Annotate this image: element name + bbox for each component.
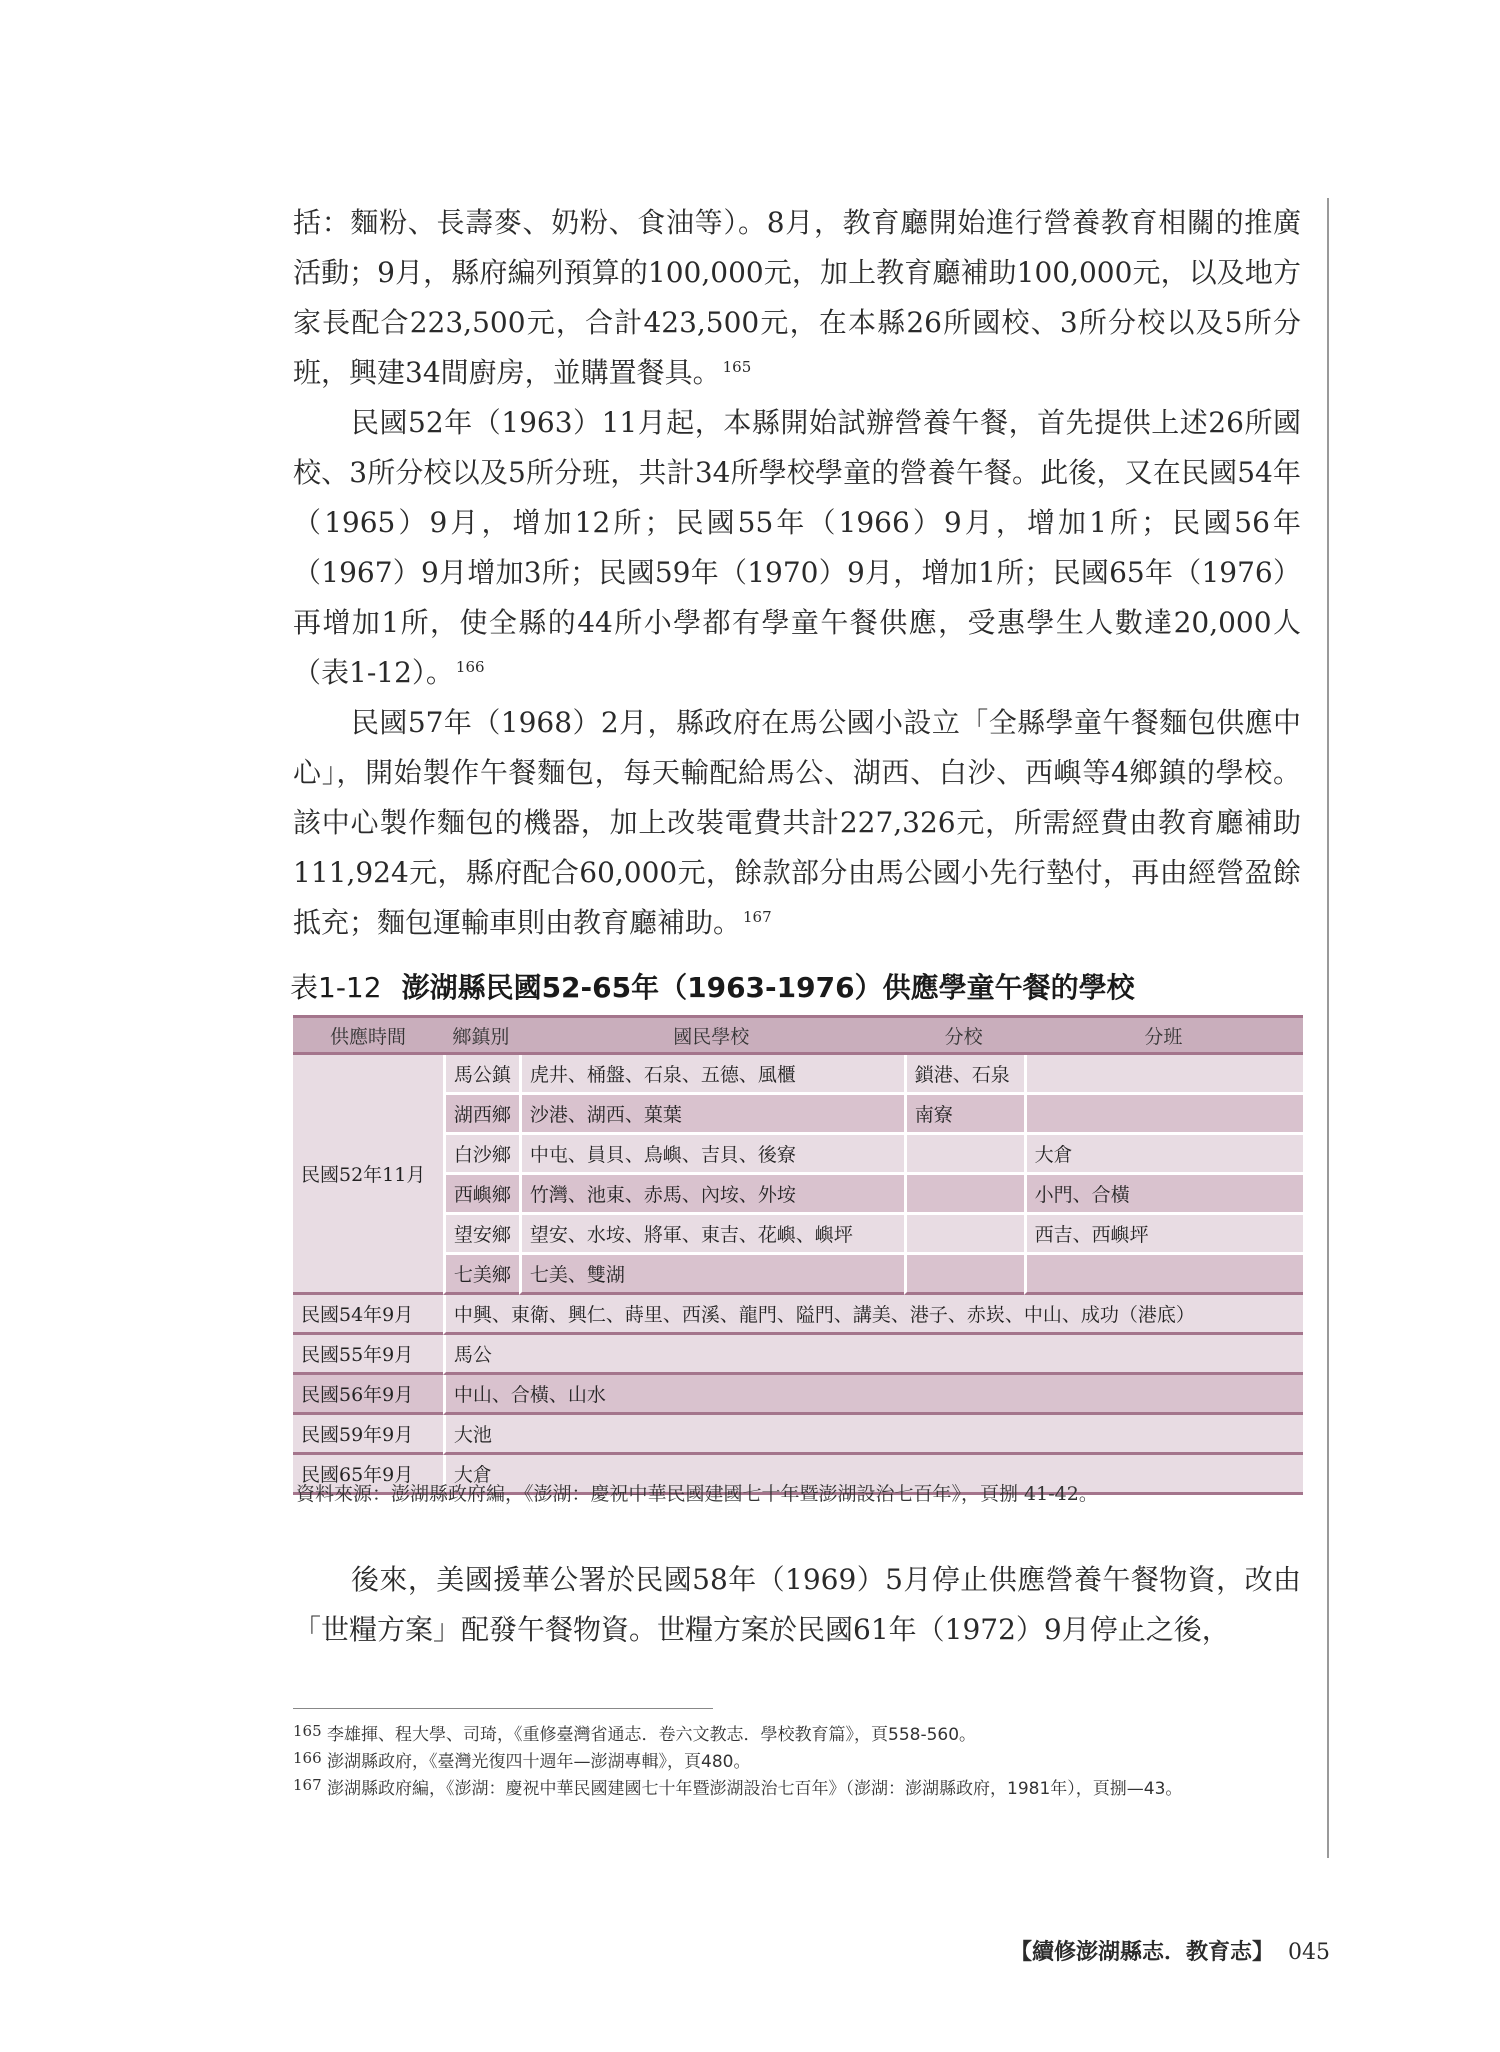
school-lunch-table <box>293 1015 1303 1495</box>
footnotes <box>293 1722 1303 1803</box>
time-cell: 民國55年9月 <box>293 1335 443 1375</box>
table-row <box>293 1415 1303 1455</box>
group-time-cell: 民國52年11月 <box>293 1055 443 1295</box>
time-cell: 民國65年9月 <box>293 1455 443 1492</box>
footnote-ref-167: 167 <box>743 907 772 926</box>
table-row <box>293 1295 1303 1335</box>
paragraph-1: 括：麵粉、長壽麥、奶粉、食油等）。8月，教育廳開始進行營養教育相關的推廣活動；9月，縣府編列預算的100,000元，加上教育廳補助100,000元，以及地方家長配合223,500元，合計423,500元，在本縣26所國校、3所分校以及5所分班，興建34間廚房，並購置餐具。 $^{165}$ <box>293 206 1301 389</box>
header-class: 分班 <box>1024 1018 1303 1055</box>
school-cell: 中屯、員貝、鳥嶼、吉貝、後寮 <box>519 1135 904 1175</box>
footnote-165 <box>293 1722 1303 1749</box>
paragraph-4: 後來，美國援華公署於民國58年（1969）5月停止供應營養午餐物資，改由「世糧方案」配發午餐物資。世糧方案於民國61年（1972）9月停止之後， <box>293 1563 1301 1646</box>
branch-cell <box>904 1175 1024 1215</box>
town-cell: 七美鄉 <box>443 1255 519 1295</box>
page-number: 045 <box>1288 1940 1330 1965</box>
town-cell: 望安鄉 <box>443 1215 519 1255</box>
school-cell: 中山、合橫、山水 <box>443 1375 1303 1415</box>
table-row <box>293 1055 1303 1095</box>
time-cell: 民國54年9月 <box>293 1295 443 1335</box>
class-cell <box>1024 1095 1303 1135</box>
class-cell: 小門、合橫 <box>1024 1175 1303 1215</box>
footnote-number: 165 <box>293 1722 322 1740</box>
table-caption <box>290 966 1310 1006</box>
class-cell <box>1024 1255 1303 1295</box>
margin-rule <box>1327 198 1329 1858</box>
class-cell <box>1024 1055 1303 1095</box>
header-town: 鄉鎮別 <box>443 1018 519 1055</box>
header-school: 國民學校 <box>519 1018 904 1055</box>
school-cell: 望安、水垵、將軍、東吉、花嶼、嶼坪 <box>519 1215 904 1255</box>
footnote-number: 166 <box>293 1749 322 1767</box>
footnote-text: 澎湖縣政府，《臺灣光復四十週年—澎湖專輯》，頁480。 <box>327 1752 751 1772</box>
branch-cell: 鎖港、石泉 <box>904 1055 1024 1095</box>
footnote-ref-166: 166 <box>455 657 485 676</box>
table-row <box>293 1175 1303 1215</box>
town-cell: 湖西鄉 <box>443 1095 519 1135</box>
time-cell: 民國59年9月 <box>293 1415 443 1455</box>
header-time: 供應時間 <box>293 1018 443 1055</box>
table-row <box>293 1215 1303 1255</box>
school-cell: 虎井、桶盤、石泉、五德、風櫃 <box>519 1055 904 1095</box>
running-head <box>1010 1935 1330 1966</box>
time-cell: 民國56年9月 <box>293 1375 443 1415</box>
footnote-text: 李雄揮、程大學、司琦，《重修臺灣省通志．卷六文教志．學校教育篇》，頁558-560。 <box>327 1725 977 1745</box>
header-branch: 分校 <box>904 1018 1024 1055</box>
body-text-bottom <box>293 1555 1301 1655</box>
branch-cell: 南寮 <box>904 1095 1024 1135</box>
paragraph-2: 民國52年（1963）11月起，本縣開始試辦營養午餐，首先提供上述26所國校、3所分校以及5所分班，共計34所學校學童的營養午餐。此後，又在民國54年（1965）9月，增加12所；民國55年（1966）9月，增加1所；民國56年（1967）9月增加3所；民國59年（1970）9月，增加1所；民國65年（1976）再增加1所，使全縣的44所小學都有學童午餐供應，受惠學生人數達20,000人（表1-12）。 $^{166}$ <box>293 406 1301 689</box>
branch-cell <box>904 1255 1024 1295</box>
table-header-row <box>293 1018 1303 1055</box>
class-cell: 西吉、西嶼坪 <box>1024 1215 1303 1255</box>
branch-cell <box>904 1135 1024 1175</box>
table-row <box>293 1255 1303 1295</box>
school-cell: 馬公 <box>443 1335 1303 1375</box>
town-cell: 白沙鄉 <box>443 1135 519 1175</box>
school-cell: 中興、東衛、興仁、蒔里、西溪、龍門、隘門、講美、港子、赤崁、中山、成功（港底） <box>443 1295 1303 1335</box>
school-cell: 大倉 <box>443 1455 1303 1492</box>
table-row <box>293 1135 1303 1175</box>
footnote-text: 澎湖縣政府編，《澎湖：慶祝中華民國建國七十年暨澎湖設治七百年》（澎湖：澎湖縣政府，1981年），頁捌—43。 <box>327 1779 1183 1799</box>
footnote-number: 167 <box>293 1776 322 1794</box>
school-cell: 七美、雙湖 <box>519 1255 904 1295</box>
book-title: 【續修澎湖縣志．教育志】 <box>1009 1939 1274 1965</box>
table-row <box>293 1375 1303 1415</box>
town-cell: 西嶼鄉 <box>443 1175 519 1215</box>
table-number: 表1-12 <box>290 971 382 1004</box>
footnote-166 <box>293 1749 1303 1776</box>
footnote-167 <box>293 1776 1303 1803</box>
paragraph-3: 民國57年（1968）2月，縣政府在馬公國小設立「全縣學童午餐麵包供應中心」，開始製作午餐麵包，每天輸配給馬公、湖西、白沙、西嶼等4鄉鎮的學校。該中心製作麵包的機器，加上改裝電費共計227,326元，所需經費由教育廳補助111,924元，縣府配合60,000元，餘款部分由馬公國小先行墊付，再由經營盈餘抵充；麵包運輸車則由教育廳補助。 $^{167}$ <box>293 706 1301 939</box>
table-row <box>293 1335 1303 1375</box>
footnote-rule <box>293 1708 713 1709</box>
school-cell: 竹灣、池東、赤馬、內垵、外垵 <box>519 1175 904 1215</box>
table-title: 澎湖縣民國52-65年（1963-1976）供應學童午餐的學校 <box>401 971 1135 1004</box>
footnote-ref-165: 165 <box>722 357 752 376</box>
class-cell: 大倉 <box>1024 1135 1303 1175</box>
town-cell: 馬公鎮 <box>443 1055 519 1095</box>
table-source-note: 資料來源：澎湖縣政府編，《澎湖：慶祝中華民國建國七十年暨澎湖設治七百年》，頁捌 41-42。 <box>296 1483 1098 1505</box>
table-row <box>293 1095 1303 1135</box>
school-cell: 沙港、湖西、菓葉 <box>519 1095 904 1135</box>
branch-cell <box>904 1215 1024 1255</box>
school-cell: 大池 <box>443 1415 1303 1455</box>
body-text-top <box>293 198 1301 948</box>
